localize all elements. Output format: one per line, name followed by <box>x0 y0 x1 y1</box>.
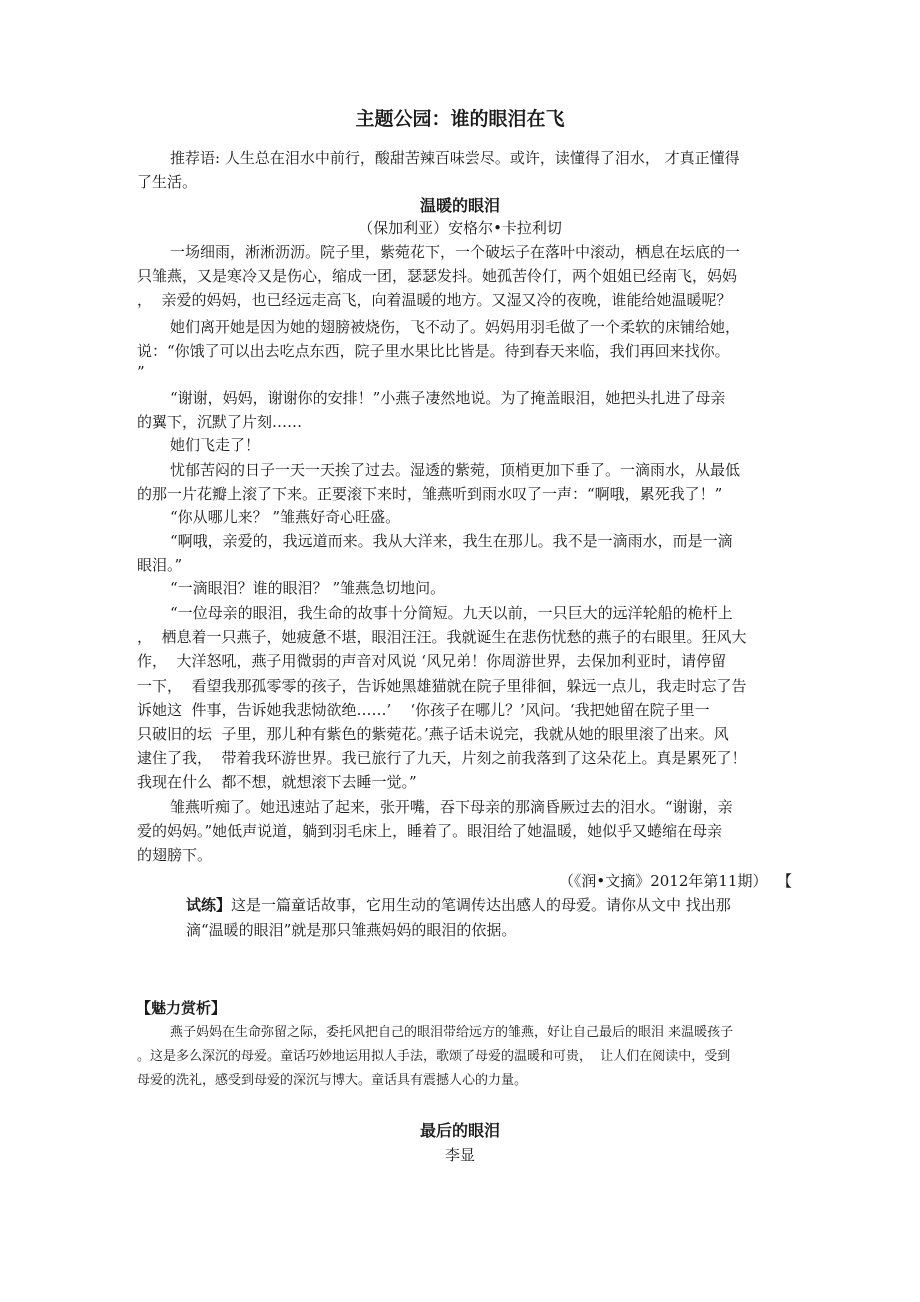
story2-author: 李显 <box>444 1146 475 1164</box>
story-line: 我现在什么 都不想，就想滚下去睡一觉。” <box>137 773 417 791</box>
story-line: 作， 大洋怒吼，燕子用微弱的声音对风说 ‘风兄弟！你周游世界，去保加利亚时，请停留 <box>137 652 727 670</box>
story2-title: 最后的眼泪 <box>419 1121 500 1140</box>
story-line: “一滴眼泪？谁的眼泪？ ”雏燕急切地问。 <box>170 579 446 597</box>
story1-author: （保加利亚）安格尔•卡拉利切 <box>358 219 562 237</box>
story-line: “啊哦，亲爱的，我远道而来。我从大洋来，我生在那儿。我不是一滴雨水，而是一滴 <box>170 532 733 550</box>
story-line: 雏燕听痴了。她迅速站了起来，张开嘴，吞下母亲的那滴昏厥过去的泪水。“谢谢，亲 <box>170 798 733 816</box>
story-line: 一场细雨，淅淅沥沥。院子里，紫菀花下，一个破坛子在落叶中滚动，栖息在坛底的一 <box>170 243 741 261</box>
story-line: 只破旧的坛 子里，那儿种有紫色的紫菀花。’燕子话未说完，我就从她的眼里滚了出来。风 <box>137 725 729 743</box>
story-line: 的翅膀下。 <box>137 846 213 864</box>
appreciation-heading: 【魅力赏析】 <box>136 999 227 1017</box>
story-line: 她们离开她是因为她的翅膀被烧伤，飞不动了。妈妈用羽毛做了一个柔软的床铺给她， <box>170 318 741 336</box>
appreciation-line: 母爱的洗礼，感受到母爱的深沉与博大。童话具有震撼人心的力量。 <box>137 1073 528 1088</box>
recommendation-line: 了生活。 <box>137 173 198 191</box>
story-line: ， 栖息着一只燕子，她疲惫不堪，眼泪汪汪。我就诞生在悲伤忧愁的燕子的右眼里。狂风大 <box>137 628 747 646</box>
recommendation-line: 推荐语: 人生总在泪水中前行，酸甜苦辣百味尝尽。或许，读懂得了泪水， 才真正懂得 <box>170 149 740 167</box>
exercise-label: 试练】 <box>186 896 232 914</box>
story1-source: （《润•文摘》2012年第11期） 【 <box>558 872 792 890</box>
story-line: 的翼下，沉默了片刻…… <box>137 413 303 431</box>
story-line: ， 亲爱的妈妈，也已经远走高飞，向着温暖的地方。又湿又冷的夜晚，谁能给她温暖呢？ <box>137 291 732 309</box>
story-line: 逮住了我， 带着我环游世界。我已旅行了九天，片刻之前我落到了这朵花上。真是累死了！ <box>137 749 747 767</box>
story-line: 爱的妈妈。”她低声说道，躺到羽毛床上，睡着了。眼泪给了她温暖，她似乎又蜷缩在母亲 <box>137 822 723 840</box>
story-line: 忧郁苦闷的日子一天一天挨了过去。湿透的紫菀，顶梢更加下垂了。一滴雨水，从最低 <box>170 461 741 479</box>
main-title: 主题公园：谁的眼泪在飞 <box>355 108 565 130</box>
exercise-text: 这是一篇童话故事，它用生动的笔调传达出感人的母爱。请你从文中 找出那 <box>231 896 731 914</box>
exercise-line <box>186 893 731 917</box>
story-line: 诉她这 件事，告诉她我悲恸欲绝……’ ‘你孩子在哪儿？’风问。‘我把她留在院子里一 <box>137 701 710 719</box>
exercise-line: 滴“温暖的眼泪”就是那只雏燕妈妈的眼泪的依据。 <box>186 921 517 939</box>
story1-title: 温暖的眼泪 <box>419 196 500 215</box>
story-line: “谢谢，妈妈，谢谢你的安排！”小燕子凄然地说。为了掩盖眼泪，她把头扎进了母亲 <box>170 389 726 407</box>
story-line: 她们飞走了！ <box>170 436 261 454</box>
story-line: ” <box>137 363 145 381</box>
story-line: “一位母亲的眼泪，我生命的故事十分简短。九天以前，一只巨大的远洋轮船的桅杆上 <box>170 604 733 622</box>
story-line: 眼泪。” <box>137 556 183 574</box>
story-line: 说：“你饿了可以出去吃点东西，院子里水果比比皆是。待到春天来临，我们再回来找你。 <box>137 342 730 360</box>
story-line: “你从哪儿来？ ”雏燕好奇心旺盛。 <box>170 508 401 526</box>
story-line: 只雏燕，又是寒冷又是伤心，缩成一团，瑟瑟发抖。她孤苦伶仃，两个姐姐已经南飞，妈妈 <box>137 267 738 285</box>
story-line: 一下， 看望我那孤零零的孩子，告诉她黑雄猫就在院子里徘徊，躲远一点儿，我走时忘了告 <box>137 677 747 695</box>
story-line: 的那一片花瓣上滚了下来。正要滚下来时，雏燕听到雨水叹了一声：“啊哦，累死我了！” <box>137 485 723 503</box>
appreciation-line: 。这是多么深沉的母爱。童话巧妙地运用拟人手法，歌颂了母爱的温暖和可贵， 让人们在阅读中，受到 <box>137 1049 731 1064</box>
appreciation-line: 燕子妈妈在生命弥留之际，委托风把自己的眼泪带给远方的雏燕，好让自己最后的眼泪 来温暖孩子 <box>170 1025 734 1040</box>
